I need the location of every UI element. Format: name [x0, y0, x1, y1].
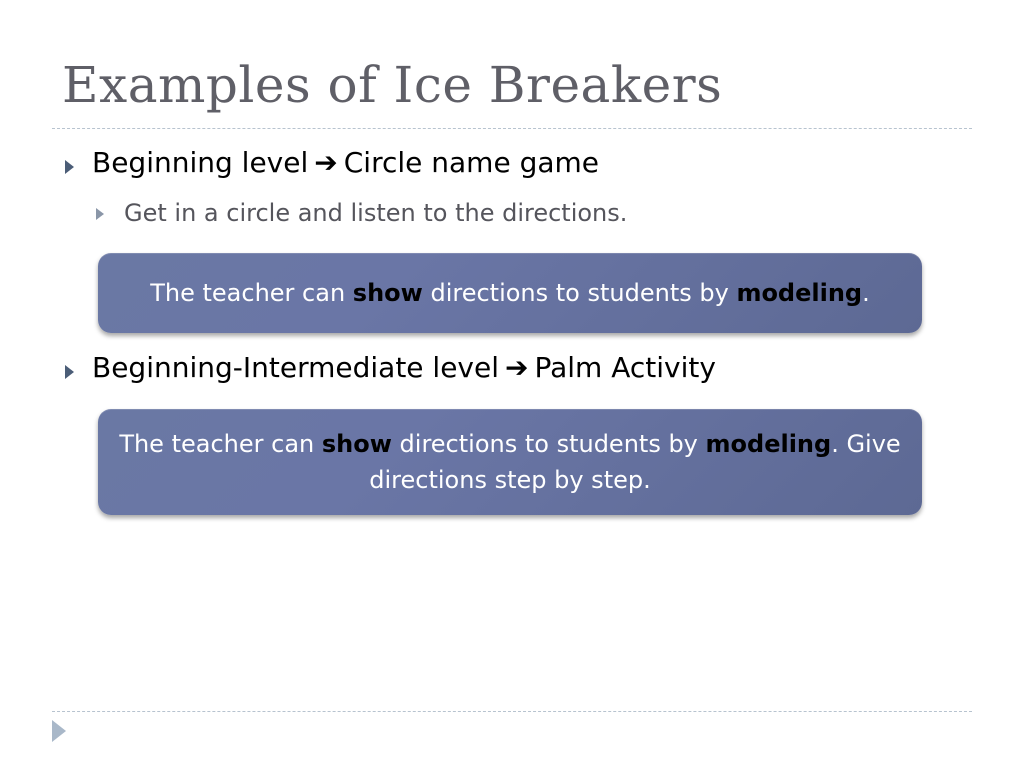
callout-bold-modeling: modeling: [736, 279, 863, 307]
bullet-beginning-level: [92, 146, 599, 179]
callout-text-part: . Give directions step by step.: [369, 430, 901, 494]
callout-text: [150, 275, 870, 311]
bullet-level-text: Beginning level: [92, 146, 309, 179]
callout-text-part: The teacher can: [150, 279, 353, 307]
bullet-level-text: Beginning-Intermediate level: [92, 351, 500, 384]
callout-bold-show: show: [321, 430, 392, 458]
right-arrow-icon: ➔: [314, 146, 338, 179]
bullet-beginning-intermediate-level: [92, 351, 716, 384]
sub-bullet-circle-directions: Get in a circle and listen to the directions.: [124, 199, 628, 227]
title-divider: [52, 128, 972, 129]
bullet-activity-text: Circle name game: [343, 146, 600, 179]
next-slide-arrow-icon[interactable]: [52, 720, 66, 742]
triangle-bullet-icon: [65, 160, 74, 174]
callout-text-part: .: [862, 279, 870, 307]
callout-bold-show: show: [352, 279, 423, 307]
callout-text-part: directions to students by: [422, 279, 737, 307]
callout-box-modeling: [98, 253, 922, 333]
callout-bold-modeling: modeling: [705, 430, 832, 458]
callout-text-part: The teacher can: [119, 430, 322, 458]
small-triangle-bullet-icon: [96, 208, 104, 220]
bullet-activity-text: Palm Activity: [534, 351, 716, 384]
right-arrow-icon: ➔: [505, 351, 529, 384]
callout-text-part: directions to students by: [391, 430, 706, 458]
callout-box-step-by-step: [98, 409, 922, 515]
triangle-bullet-icon: [65, 365, 74, 379]
callout-text: [112, 426, 908, 498]
slide-title: Examples of Ice Breakers: [62, 56, 723, 114]
footer-divider: [52, 711, 972, 712]
